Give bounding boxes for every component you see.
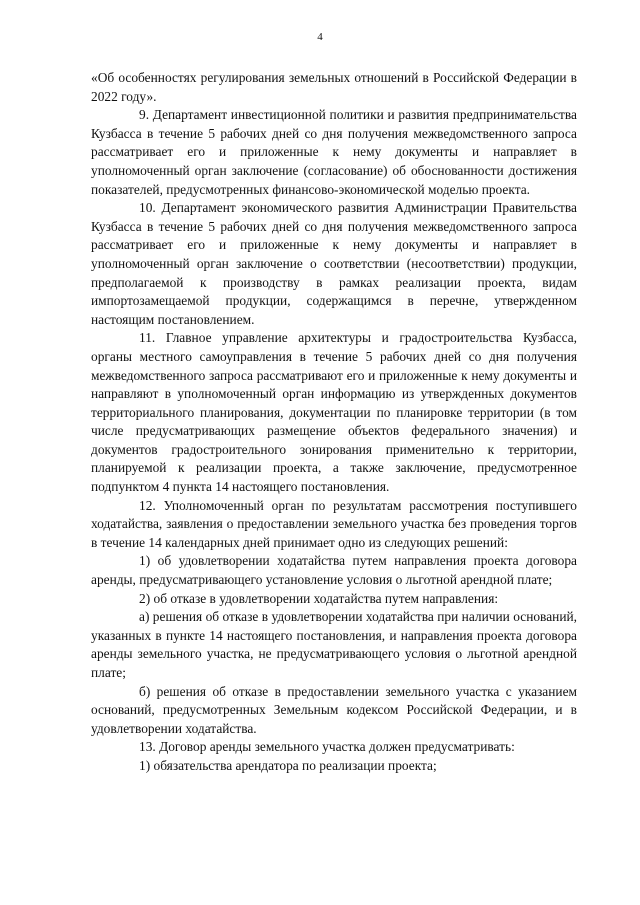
paragraph-item-11: 11. Главное управление архитектуры и градостроительства Кузбасса, органы местного самоуправления в течение 5 рабочих дней со дня получения межведомственного запроса рассматривают его и приложенные к нему документы и направляют в уполномоченный орган информацию из утвержденных документов территориального планирования, документации по планировке территории (в том числе предусматривающих размещение объектов федерального значения) и документов градостроительного зонирования применительно к территории, планируемой к реализации проекта, а также заключение, предусмотренное подпунктом 4 пункта 14 настоящего постановления. <box>91 330 577 495</box>
page-number: 4 <box>317 31 323 43</box>
paragraph-subitem-12-1: 1) об удовлетворении ходатайства путем направления проекта договора аренды, предусматривающего установление условия о льготной арендной плате; <box>91 553 577 588</box>
paragraph-item-9: 9. Департамент инвестиционной политики и развития предпринимательства Кузбасса в течение 5 рабочих дней со дня получения межведомственного запроса рассматривает его и приложенные к нему документы и направляет в уполномоченный орган заключение (согласование) об обоснованности достижения показателей, предусмотренных финансово-экономической моделью проекта. <box>91 107 577 197</box>
paragraph-subitem-12-2-a: а) решения об отказе в удовлетворении ходатайства при наличии оснований, указанных в пункте 14 настоящего постановления, и направления проекта договора аренды земельного участка, не предусматривающего условия о льготной арендной плате; <box>91 609 577 680</box>
paragraph-item-13: 13. Договор аренды земельного участка должен предусматривать: <box>139 739 515 755</box>
paragraph-subitem-12-2: 2) об отказе в удовлетворении ходатайства путем направления: <box>139 590 499 606</box>
paragraph-item-12: 12. Уполномоченный орган по результатам рассмотрения поступившего ходатайства, заявления о предоставлении земельного участка без проведения торгов в течение 14 календарных дней принимает одно из следующих решений: <box>91 497 577 550</box>
paragraph-subitem-12-2-b: б) решения об отказе в предоставлении земельного участка с указанием оснований, предусмотренных Земельным кодексом Российской Федерации, и в удовлетворении ходатайства. <box>91 683 577 736</box>
document-body <box>91 69 577 776</box>
paragraph-item-10: 10. Департамент экономического развития Администрации Правительства Кузбасса в течение 5 рабочих дней со дня получения межведомственного запроса рассматривает его и приложенные к нему документы и направляет в уполномоченный орган заключение о соответствии (несоответствии) продукции, предполагаемой к производству в рамках реализации проекта, видам импортозамещаемой продукции, содержащимся в перечне, утвержденном настоящим постановлением. <box>91 200 577 327</box>
paragraph-subitem-13-1: 1) обязательства арендатора по реализации проекта; <box>139 757 437 773</box>
paragraph-continuation: «Об особенностях регулирования земельных отношений в Российской Федерации в 2022 году». <box>91 70 577 104</box>
